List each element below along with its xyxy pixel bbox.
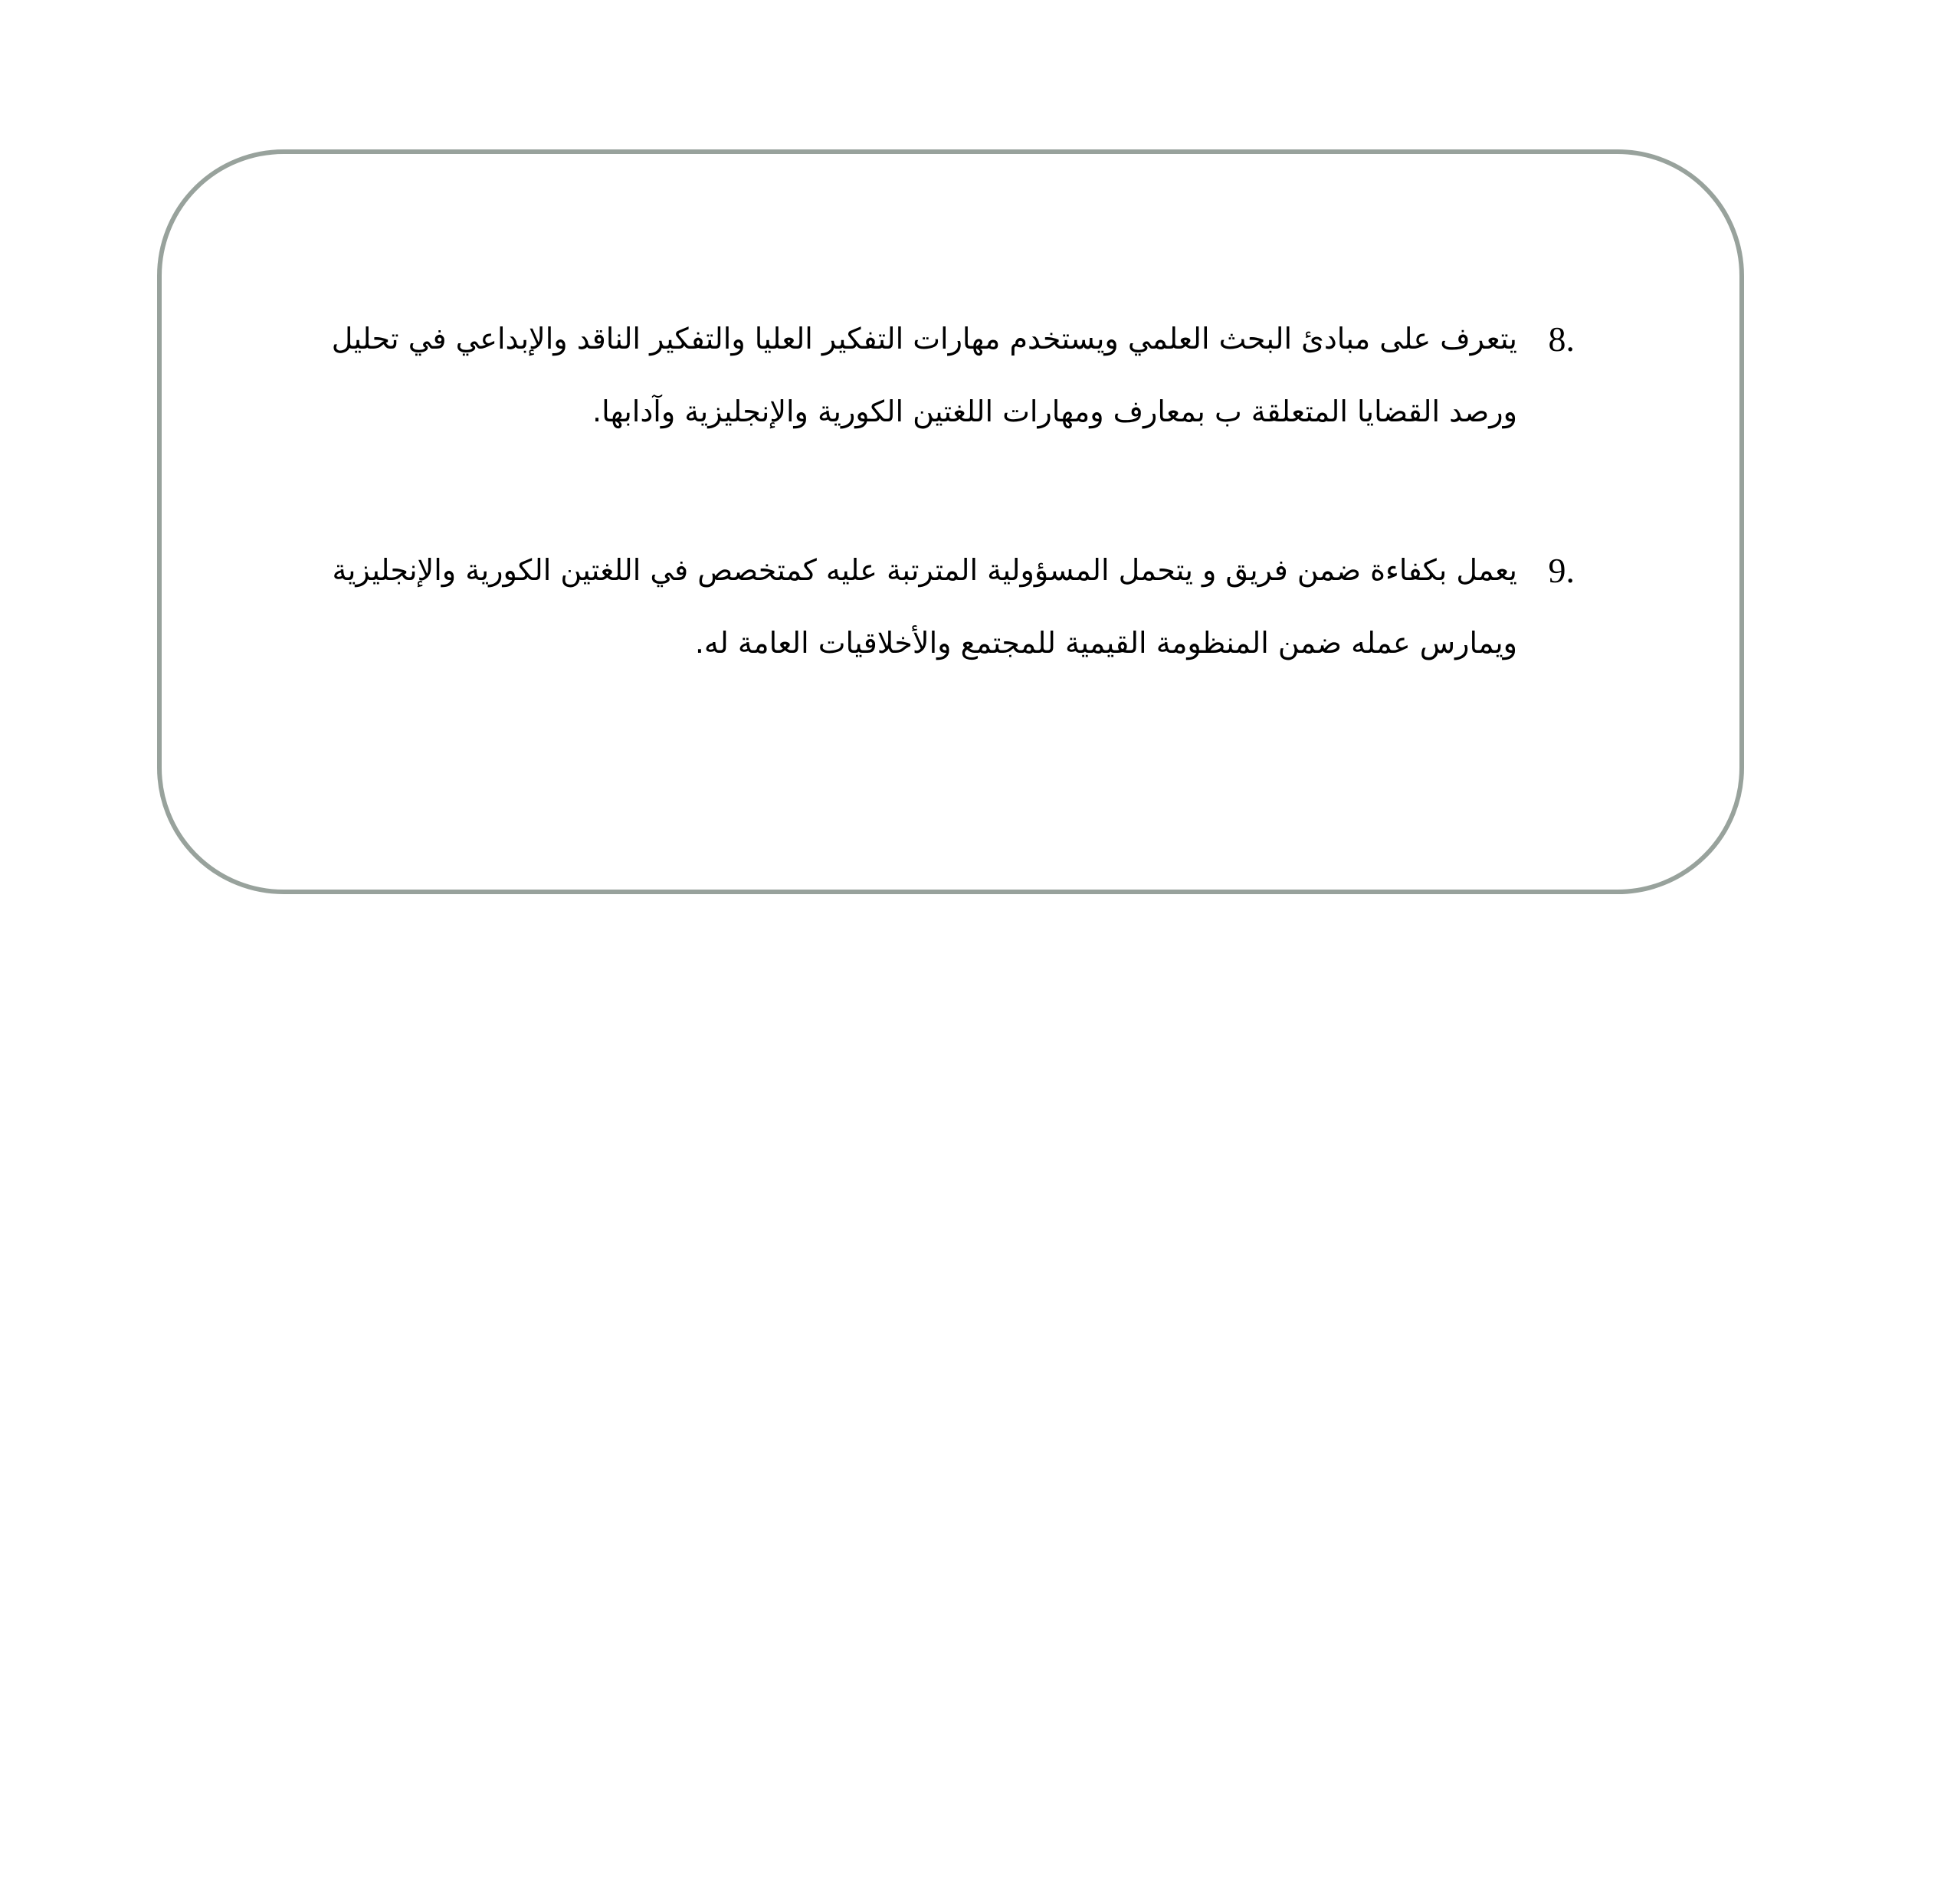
outcome-text: يتعرف على مبادئ البحث العلمي ويستخدم مهارات التفكير العليا والتفكير الناقد والإبداعي في تحليل ورصد القضايا المتعلقة ب بمعارف ومهارات اللغتين الكورية والإنجليزية وآدابها. — [331, 322, 1517, 428]
list-item — [268, 303, 1575, 448]
outcome-text: يعمل بكفاءة ضمن فريق و يتحمل المسؤولية المترتبة عليه كمتخصص في اللغتين الكورية والإنجليزية ويمارس عمله ضمن المنظومة القيمية للمجتمع والأخلاقيات العامة له. — [332, 553, 1517, 660]
outcome-list — [268, 303, 1575, 765]
outcome-number: 8. — [1548, 320, 1575, 359]
outcome-number: 9. — [1548, 551, 1575, 590]
list-item — [268, 534, 1575, 680]
